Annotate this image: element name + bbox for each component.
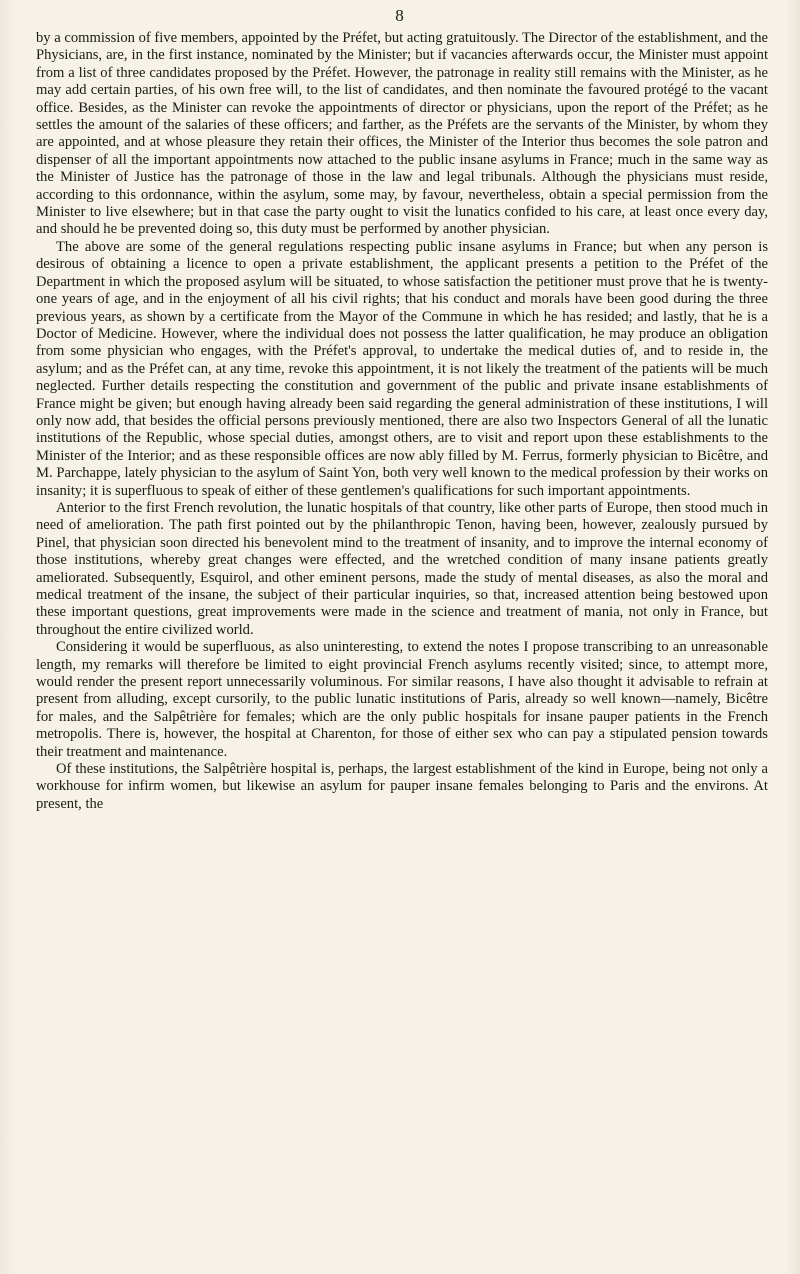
body-text [36, 30, 768, 813]
paragraph-regulations: The above are some of the general regulations respecting public insane asylums in France; but when any person is desirous of obtaining a licence to open a private establishment, the applicant presents a petition to the Préfet of the Department in which the proposed asylum will be situated, to whose satisfaction the petitioner must prove that he is twenty-one years of age, and in the enjoyment of all his civil rights; that his conduct and morals have been good during the three previous years, as shown by a certificate from the Mayor of the Commune in which he has resided; and lastly, that he is a Doctor of Medicine. However, where the individual does not possess the latter qualification, he may produce an obligation from some physician who engages, with the Préfet's approval, to undertake the medical duties of, and to reside in, the asylum; and as the Préfet can, at any time, revoke this appointment, it is not likely the treatment of the patients will be much neglected. Further details respecting the constitution and government of the public and private insane establishments of France might be given; but enough having already been said regarding the general administration of these institutions, I will only now add, that besides the official persons previously mentioned, there are also two Inspectors General of all the lunatic institutions of the Republic, whose special duties, amongst others, are to visit and report upon these establishments to the Minister of the Interior; and as these responsible offices are now ably filled by M. Ferrus, formerly physician to Bicêtre, and M. Parchappe, lately physician to the asylum of Saint Yon, both very well known to the medical profession by their works on insanity; it is superfluous to speak of either of these gentlemen's qualifications for such important appointments. [36, 238, 768, 499]
page-number: 8 [395, 6, 405, 25]
paragraph-provincial-asylums: Considering it would be superfluous, as also uninteresting, to extend the notes I propose transcribing to an unreasonable length, my remarks will therefore be limited to eight provincial French asylums recently visited; since, to attempt more, would render the present report unnecessarily voluminous. For similar reasons, I have also thought it advisable to refrain at present from alluding, except cursorily, to the public lunatic institutions of Paris, already so well known—namely, Bicêtre for males, and the Salpêtrière for females; which are the only public hospitals for insane pauper patients in the French metropolis. There is, however, the hospital at Charenton, for those of either sex who can pay a stipulated pension towards their treatment and maintenance. [36, 639, 768, 760]
paragraph-revolution: Anterior to the first French revolution, the lunatic hospitals of that country, like other parts of Europe, then stood much in need of amelioration. The path first pointed out by the philanthropic Tenon, having been, however, zealously pursued by Pinel, that physician soon directed his benevolent mind to the treatment of insanity, and to improve the internal economy of those institutions, whereby great changes were effected, and the wretched condition of many insane patients greatly ameliorated. Subsequently, Esquirol, and other eminent persons, made the study of mental diseases, as also the moral and medical treatment of the insane, the subject of their particular inquiries, so that, increased attention being bestowed upon these important questions, great improvements were made in the science and treatment of mania, not only in France, but throughout the entire civilized world. [36, 499, 768, 638]
paragraph-salpetriere: Of these institutions, the Salpêtrière hospital is, perhaps, the largest establishment of the kind in Europe, being not only a workhouse for infirm women, but likewise an asylum for pauper insane females belonging to Paris and the environs. At present, the [36, 761, 768, 812]
paragraph-commission: by a commission of five members, appointed by the Préfet, but acting gratuitously. The Director of the establishment, and the Physicians, are, in the first instance, nominated by the Minister; but if vacancies afterwards occur, the Minister must appoint from a list of three candidates proposed by the Préfet. However, the patronage in reality still remains with the Minister, as he may add certain parties, of his own free will, to the list of candidates, and then nominate the favoured protégé to the vacant office. Besides, as the Minister can revoke the appointments of director or physicians, upon the report of the Préfet; as he settles the amount of the salaries of these officers; and farther, as the Préfets are the servants of the Minister, by whom they are appointed, and at whose pleasure they retain their offices, the Minister of the Interior thus becomes the sole patron and dispenser of all the important appointments now attached to the public insane asylums in France; much in the same way as the Minister of Justice has the patronage of those in the law and legal tribunals. Although the physicians must reside, according to this ordonnance, within the asylum, some may, by favour, nevertheless, obtain a special permission from the Minister to live elsewhere; but in that case the party ought to visit the lunatics confided to his care, at least once every day, and should he be prevented doing so, this duty must be performed by another physician. [36, 30, 768, 238]
